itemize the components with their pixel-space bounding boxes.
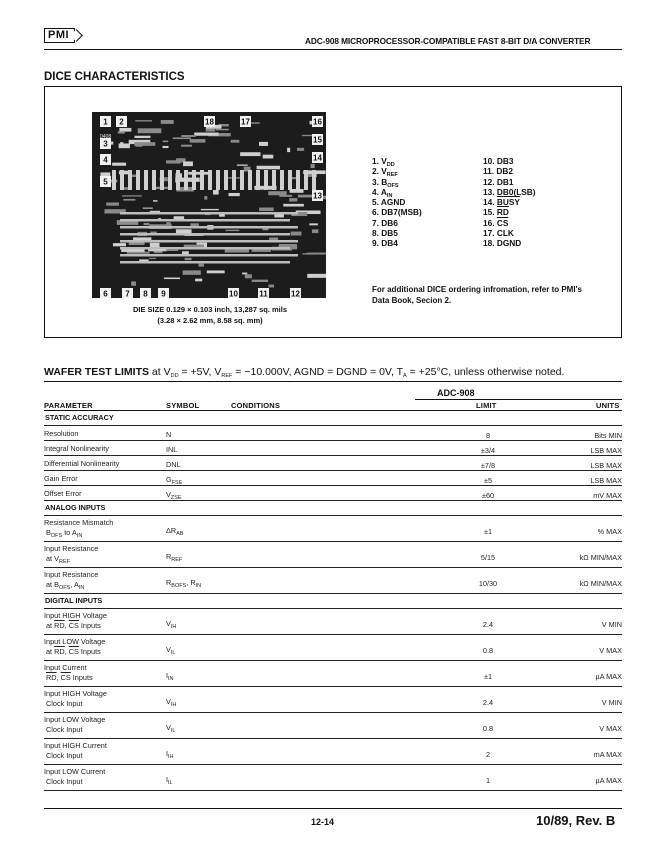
table-row [44, 426, 622, 441]
cell-symbol: N [166, 430, 172, 439]
table-section-header: DIGITAL INPUTS [44, 594, 622, 609]
pin-entry: 12. DB1 [483, 176, 514, 187]
pin-entry: 2. $V_{REF}$ [372, 166, 398, 179]
pin-entry: 1. $V_{DD}$ [372, 156, 395, 168]
pad-number: 11 [259, 289, 268, 298]
pad-number: 5 [103, 177, 108, 187]
pin-entry: 7. DB6 [372, 217, 398, 228]
cell-symbol: $I_{IL}$ [166, 775, 173, 786]
cell-symbol: $\Delta R_{AB}$ [166, 526, 184, 537]
document-title: ADC-908 MICROPROCESSOR-COMPATIBLE FAST 8-BIT D/A CONVERTER [305, 36, 591, 46]
cell-symbol: $I_{IH}$ [166, 749, 174, 760]
footer-rule [44, 808, 622, 809]
wafer-test-table [44, 411, 622, 791]
cell-units: mA MAX [593, 750, 622, 759]
page-number: 12-14 [311, 817, 335, 827]
pin-entry: 15. $\overline{RD}$ [483, 207, 509, 218]
cell-limit: 2.4 [482, 698, 494, 707]
table-row [44, 486, 622, 501]
pad-number: 4 [103, 155, 108, 165]
cell-limit: 10/30 [478, 579, 498, 588]
cell-limit: ±7/8 [480, 461, 496, 470]
table-row [44, 713, 622, 739]
table-row [44, 687, 622, 713]
pmi-logo: PMI [44, 28, 75, 43]
dice-ordering-note: For additional DICE ordering infromation, refer to PMI's Data Book, Secion 2. [372, 285, 582, 305]
cell-units: V MAX [599, 646, 622, 655]
cell-limit: 0.8 [482, 724, 494, 733]
cell-limit: 8 [485, 431, 491, 440]
table-section-header: STATIC ACCURACY [44, 411, 622, 426]
pad-number: 15 [313, 135, 322, 145]
wafer-conditions: at $V_{DD} = +5V$, $V_{REF} = -10.000V$, AGND = DGND = 0V, $T_A = +25^\circ C$, unless otherwise noted. [151, 366, 565, 379]
table-section-header: ANALOG INPUTS [44, 501, 622, 516]
header-rule [44, 49, 622, 50]
cell-parameter: Gain Error [44, 474, 78, 483]
pin-entry: 18. DGND [483, 238, 522, 249]
table-row [44, 441, 622, 456]
wafer-rule [44, 381, 622, 382]
pin-entry: 10. DB3 [483, 156, 514, 166]
cell-limit: ±1 [483, 527, 493, 536]
pin-entry: 9. DB4 [372, 238, 398, 249]
col-header-symbol: SYMBOL [166, 401, 200, 410]
pin-entry: 8. DB5 [372, 228, 398, 239]
cell-symbol: INL [166, 445, 178, 454]
pin-entry: 14. BUSY [483, 197, 520, 208]
table-row [44, 516, 622, 542]
cell-limit: 5/15 [480, 553, 496, 562]
cell-symbol: $R_{REF}$ [166, 552, 183, 563]
cell-parameter: Input Current $\overline{RD}$, $\overline{CS}$ Inputs [44, 663, 93, 682]
pin-entry: 4. $A_{IN}$ [372, 186, 393, 199]
cell-limit: ±5 [483, 476, 493, 485]
cell-parameter: Differential Nonlinearity [44, 459, 120, 468]
pad-number: 10 [229, 289, 238, 298]
table-row [44, 609, 622, 635]
cell-limit: 0.8 [482, 646, 494, 655]
cell-units: LSB MAX [590, 446, 622, 455]
die-size-caption [110, 304, 310, 326]
cell-units: µA MAX [595, 776, 622, 785]
col-header-limit: LIMIT [476, 401, 497, 410]
table-row [44, 456, 622, 471]
pad-number: 3 [103, 139, 108, 149]
cell-symbol: DNL [166, 460, 181, 469]
wafer-title: WAFER TEST LIMITS [44, 366, 149, 378]
pad-number: 13 [313, 191, 322, 201]
pin-entry: 5. AGND [372, 197, 406, 208]
cell-symbol: $G_{FSE}$ [166, 475, 183, 486]
pin-entry: 17. CLK [483, 228, 514, 239]
pad-number: 1 [103, 117, 108, 127]
revision: 10/89, Rev. B [536, 813, 616, 828]
pad-number: 17 [241, 117, 250, 127]
cell-parameter: Resolution [44, 429, 79, 438]
pad-number: 6 [103, 289, 108, 298]
cell-parameter: Input LOW Current Clock Input [44, 767, 106, 786]
col-header-parameter: PARAMETER [44, 401, 93, 410]
cell-units: V MIN [601, 620, 622, 629]
wafer-test-heading [44, 366, 564, 378]
cell-parameter: Input HIGH Current Clock Input [44, 741, 107, 760]
cell-symbol: $V_{IL}$ [166, 723, 176, 734]
cell-parameter: Input Resistance at $B_{OFS}$, $A_{IN}$ [44, 570, 99, 591]
cell-units: Bits MIN [594, 431, 622, 440]
pin-entry: 3. $B_{OFS}$ [372, 176, 399, 189]
pad-number: 7 [125, 289, 130, 298]
cell-symbol: $V_{ZSE}$ [166, 490, 182, 501]
table-row [44, 739, 622, 765]
pad-number: 18 [205, 117, 214, 127]
cell-limit: 1 [485, 776, 491, 785]
pin-entry: 11. DB2 [483, 166, 513, 177]
chip-id: 0408 [100, 134, 112, 140]
pad-number: 16 [313, 117, 322, 127]
pad-number: 8 [143, 289, 148, 298]
cell-units: V MIN [601, 698, 622, 707]
col-header-conditions: CONDITIONS [231, 401, 281, 410]
cell-units: LSB MAX [590, 461, 622, 470]
table-row [44, 765, 622, 791]
pin-list-left [372, 156, 422, 249]
cell-parameter: Input Resistance at $V_{REF}$ [44, 544, 99, 565]
cell-limit: ±1 [483, 672, 493, 681]
cell-units: mV MAX [593, 491, 622, 500]
cell-parameter: Resistance Mismatch $B_{OFS}$ to $A_{IN}$ [44, 518, 114, 539]
cell-symbol: $R_{BOFS}$, $R_{IN}$ [166, 578, 202, 589]
pin-entry: 16. $\overline{CS}$ [483, 217, 509, 228]
cell-symbol: $I_{IN}$ [166, 671, 174, 682]
table-row [44, 661, 622, 687]
cell-units: kΩ MIN/MAX [579, 579, 622, 588]
cell-symbol: $V_{IL}$ [166, 645, 176, 656]
cell-units: kΩ MIN/MAX [579, 553, 622, 562]
pin-list-right [483, 156, 536, 249]
pin-entry: 6. DB7(MSB) [372, 207, 422, 218]
pad-number: 14 [313, 153, 322, 163]
cell-symbol: $V_{IH}$ [166, 697, 177, 708]
cell-units: LSB MAX [590, 476, 622, 485]
cell-parameter: Input LOW Voltage at $\overline{RD}$, $\overline{CS}$ Inputs [44, 637, 106, 656]
cell-units: µA MAX [595, 672, 622, 681]
table-row [44, 568, 622, 594]
cell-limit: 2.4 [482, 620, 494, 629]
cell-symbol: $V_{IH}$ [166, 619, 177, 630]
col-header-units: UNITS [596, 401, 620, 410]
cell-limit: ±3/4 [480, 446, 496, 455]
die-photo [92, 112, 326, 298]
die-size-line1: DIE SIZE 0.129 × 0.103 inch, 13,287 sq. mils [132, 305, 288, 314]
group-rule [415, 399, 622, 400]
cell-limit: 2 [485, 750, 491, 759]
cell-parameter: Input HIGH Voltage Clock Input [44, 689, 107, 708]
pad-number: 9 [161, 289, 166, 298]
cell-units: % MAX [597, 527, 622, 536]
table-row [44, 471, 622, 486]
cell-units: V MAX [599, 724, 622, 733]
dice-section-title: DICE CHARACTERISTICS [44, 71, 185, 83]
cell-parameter: Input LOW Voltage Clock Input [44, 715, 106, 734]
table-row [44, 542, 622, 568]
pin-entry: 13. DB0(LSB) [483, 186, 536, 197]
cell-limit: ±60 [481, 491, 495, 500]
pad-number: 12 [291, 289, 300, 298]
cell-parameter: Offset Error [44, 489, 82, 498]
table-row [44, 635, 622, 661]
cell-parameter: Input HIGH Voltage at $\overline{RD}$, $\overline{CS}$ Inputs [44, 611, 107, 630]
cell-parameter: Integral Nonlinearity [44, 444, 109, 453]
die-size-line2: (3.28 × 2.62 mm, 8.58 sq. mm) [157, 316, 263, 325]
table-group-header: ADC-908 [437, 388, 475, 398]
pad-number: 2 [119, 117, 124, 127]
